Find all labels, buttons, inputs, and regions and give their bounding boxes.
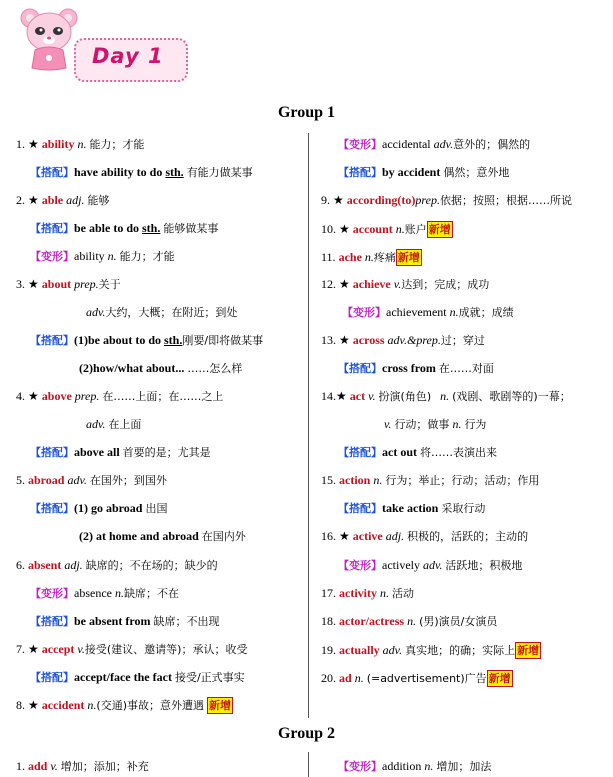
entry-activity: 17. activity n. 活动: [321, 586, 414, 600]
new-badge: 新增: [517, 644, 540, 657]
variant-addition: 【变形】addition n. 增加；加法: [338, 759, 492, 773]
entry-abroad: 5. abroad adv. 在国外；到国外: [16, 473, 167, 487]
entry-able: 2. ★ able adj. 能够: [16, 193, 110, 207]
entry-add: 1. add v. 增加；添加；补充: [16, 759, 149, 773]
entry-ad: 20. ad n. (=advertisement)广告 新增: [321, 671, 511, 685]
variant-achievement: 【变形】achievement n.成就；成绩: [342, 305, 514, 319]
entry-action: 15. action n. 行为；举止；行动；活动；作用: [321, 473, 540, 487]
page-header: [0, 0, 613, 90]
entry-accept: 7. ★ accept v.接受(建议、邀请等)；承认；收受: [16, 642, 248, 656]
entry-achieve: 12. ★ achieve v.达到；完成；成功: [321, 277, 490, 291]
column-divider-group-2: [308, 752, 309, 777]
new-badge: 新增: [209, 699, 232, 712]
entry-about-adv: adv.大约，大概；在附近；到处: [86, 305, 238, 319]
entry-ache: 11. ache n.疼痛 新增: [321, 250, 420, 264]
variant-absence: 【变形】absence n.缺席；不在: [30, 586, 179, 600]
entry-actually: 19. actually adv. 真实地；的确；实际上 新增: [321, 643, 540, 657]
new-badge: 新增: [397, 251, 420, 264]
collocation-absent: 【搭配】be absent from 缺席；不出现: [30, 614, 220, 628]
entry-accident: 8. ★ accident n.(交通)事故；意外遭遇 新增: [16, 698, 232, 712]
collocation-able: 【搭配】be able to do sth. 能够做某事: [30, 221, 219, 235]
group-2-title: Group 2: [277, 725, 336, 742]
collocation-about-2: (2)how/what about... ……怎么样: [79, 361, 243, 375]
entry-ability: 1. ★ ability n. 能力；才能: [16, 137, 145, 151]
entry-actor: 18. actor/actress n. (男)演员/女演员: [321, 614, 498, 628]
entry-according: 9. ★ according(to)prep.依据；按照；根据……所说: [321, 193, 572, 207]
collocation-ability: 【搭配】have ability to do sth. 有能力做某事: [30, 165, 253, 179]
new-badge: 新增: [428, 223, 451, 236]
collocation-accept: 【搭配】accept/face the fact 接受/正式事实: [30, 670, 245, 684]
group-1-title: Group 1: [277, 104, 336, 121]
variant-accidental: 【变形】accidental adv.意外的；偶然的: [338, 137, 531, 151]
collocation-abroad-2: (2) at home and abroad 在国内外: [79, 529, 246, 543]
bear-mascot-icon: [18, 6, 82, 72]
collocation-about-1: 【搭配】(1)be about to do sth.刚要/即将做某事: [30, 333, 264, 347]
new-badge: 新增: [488, 672, 511, 685]
column-divider: [308, 133, 309, 718]
entry-act-v: v. 行动；做事 n. 行为: [384, 417, 487, 431]
entry-account: 10. ★ account n.账户 新增: [321, 222, 451, 236]
entry-about: 3. ★ about prep.关于: [16, 277, 121, 291]
collocation-above: 【搭配】above all 首要的是；尤其是: [30, 445, 211, 459]
collocation-take-action: 【搭配】take action 采取行动: [338, 501, 486, 515]
entry-across: 13. ★ across adv.&prep.过；穿过: [321, 333, 485, 347]
entry-absent: 6. absent adj. 缺席的；不在场的；缺少的: [16, 558, 218, 572]
day-label: Day 1: [92, 44, 164, 68]
collocation-cross-from: 【搭配】cross from 在……对面: [338, 361, 494, 375]
entry-above-adv: adv. 在上面: [86, 417, 142, 431]
collocation-abroad-1: 【搭配】(1) go abroad 出国: [30, 501, 168, 515]
collocation-by-accident: 【搭配】by accident 偶然；意外地: [338, 165, 510, 179]
variant-actively: 【变形】actively adv. 活跃地；积极地: [338, 558, 523, 572]
entry-above: 4. ★ above prep. 在……上面；在……之上: [16, 389, 224, 403]
variant-ability: 【变形】ability n. 能力；才能: [30, 249, 175, 263]
entry-active: 16. ★ active adj. 积极的，活跃的；主动的: [321, 529, 529, 543]
collocation-act-out: 【搭配】act out 将……表演出来: [338, 445, 497, 459]
entry-act: 14.★ act v. 扮演(角色) n. (戏剧、歌剧等的)一幕；: [321, 389, 571, 403]
